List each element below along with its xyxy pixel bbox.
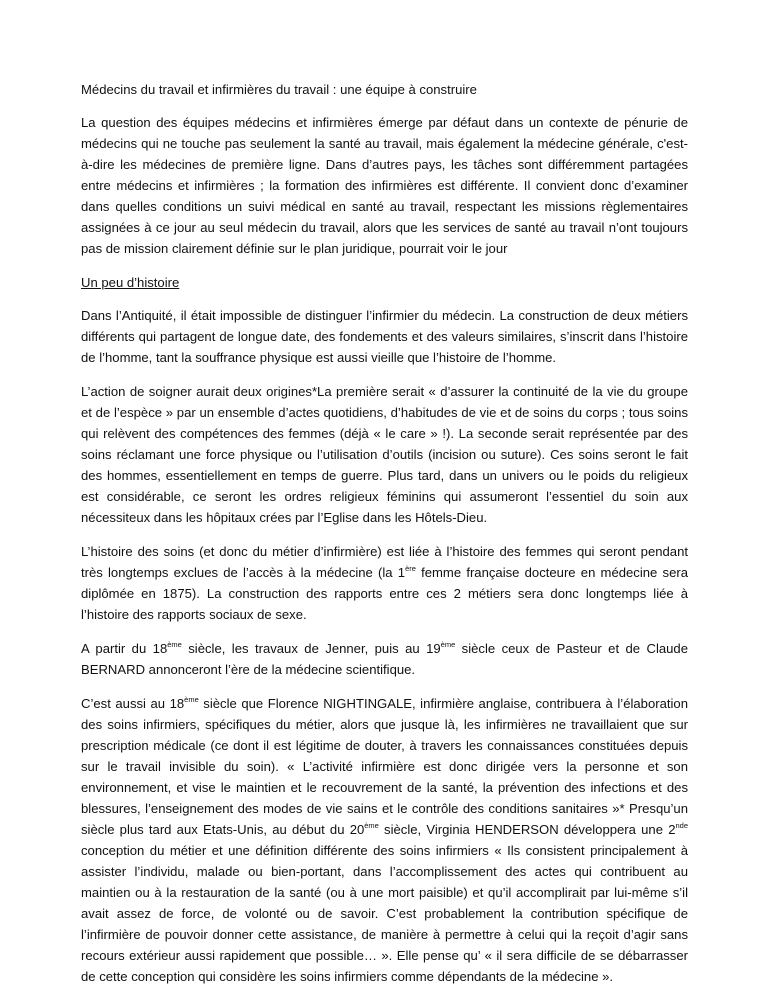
text-run: siècle que Florence NIGHTINGALE, infirmière anglaise, contribuera à l’élaboration des soins infirmiers, spécifiques du métier, alors que jusque là, les infirmières ne travaillaient que sur prescription médicale (ce dont il est légitime de douter, à travers les connaissances constituées depuis sur le travail invisible du soin). « L’activité infirmière est donc dirigée vers la personne et son environnement, et vise le maintien et le recouvrement de la santé, la prévention des infections et des blessures, l’enseignement des modes de vie sains et le contrôle des conditions sanitaires »* Presqu’un siècle plus tard aux Etats-Unis, au début du 20 [81, 696, 688, 837]
text-run: L’histoire des soins (et donc du métier d’infirmière) est liée à l’histoire des femmes qui seront pendant très longtemps exclues de l’accès à la médecine (la 1 [81, 544, 688, 580]
paragraph-nightingale-henderson [81, 693, 688, 987]
text-run: conception du métier et une définition différente des soins infirmiers « Ils consistent principalement à assister l’individu, malade ou bien-portant, dans l’accomplissement des actes qui contribuent au maintien ou à la restauration de la santé (ou à une mort paisible) et qu’il accomplirait par lui-même s’il avait assez de force, de volonté ou de savoir. C’est probablement la contribution spécifique de l’infirmière de pouvoir donner cette assistance, de manière à permettre à celui qui la reçoit d’agir sans recours extérieur aussi rapidement que possible… ». Elle pense qu’ « il sera difficile de se débarrasser de cette conception qui considère les soins infirmiers comme dépendants de la médecine ». [81, 843, 688, 984]
superscript: ère [405, 564, 416, 573]
superscript: ème [184, 695, 199, 704]
superscript: ème [364, 821, 379, 830]
document-title: Médecins du travail et infirmières du travail : une équipe à construire [81, 82, 477, 97]
paragraph-origines: L’action de soigner aurait deux origines*La première serait « d’assurer la continuité de la vie du groupe et de l’espèce » par un ensemble d’actes quotidiens, d’habitudes de vie et de soins du corps ; tous soins qui relèvent des compétences des femmes (déjà « le care » !). La seconde serait représentée par des soins réclamant une force physique ou l’utilisation d’outils (incision ou suture). Ces soins seront le fait des hommes, essentiellement en temps de guerre. Plus tard, dans un univers ou le poids du religieux est considérable, ce seront les ordres religieux féminins qui assumeront l’essentiel du soin aux nécessiteux dans les hôpitaux crées par l’Eglise dans les Hôtels-Dieu. [81, 384, 688, 525]
intro-paragraph: La question des équipes médecins et infirmières émerge par défaut dans un contexte de pénurie de médecins qui ne touche pas seulement la santé au travail, mais également la médecine générale, c'est-à-dire les médecines de première ligne. Dans d’autres pays, les tâches sont différemment partagées entre médecins et infirmières ; la formation des infirmières est différente. Il convient donc d’examiner dans quelles conditions un suivi médical en santé au travail, respectant les missions règlementaires assignées à ce jour au seul médecin du travail, alors que les services de santé au travail n’ont toujours pas de mission clairement définie sur le plan juridique, pourrait voir le jour [81, 115, 688, 256]
text-run: siècle, les travaux de Jenner, puis au 19 [181, 641, 441, 656]
superscript: nde [675, 821, 688, 830]
text-run: A partir du 18 [81, 641, 168, 656]
text-run: femme française docteure en médecine sera diplômée en 1875). La construction des rapports entre ces 2 métiers sera donc longtemps liée à l’histoire des rapports sociaux de sexe. [81, 565, 688, 622]
text-run: C’est aussi au 18 [81, 696, 185, 711]
superscript: ème [440, 640, 456, 649]
section-heading: Un peu d’histoire [81, 275, 180, 290]
document-page [81, 79, 688, 1000]
paragraph-antiquite: Dans l’Antiquité, il était impossible de distinguer l’infirmier du médecin. La construction de deux métiers différents qui partagent de longue date, des fondements et des valeurs similaires, s’inscrit dans l’histoire de l’homme, tant la souffrance physique est aussi vieille que l’histoire de l’homme. [81, 308, 688, 365]
paragraph-medecine-scientifique [81, 638, 688, 680]
text-run: siècle, Virginia HENDERSON développera une 2 [378, 822, 676, 837]
paragraph-histoire-femmes [81, 541, 688, 625]
text-run: siècle ceux de Pasteur et de Claude BERNARD annonceront l’ère de la médecine scientifique. [81, 641, 688, 677]
superscript: ème [167, 640, 182, 649]
